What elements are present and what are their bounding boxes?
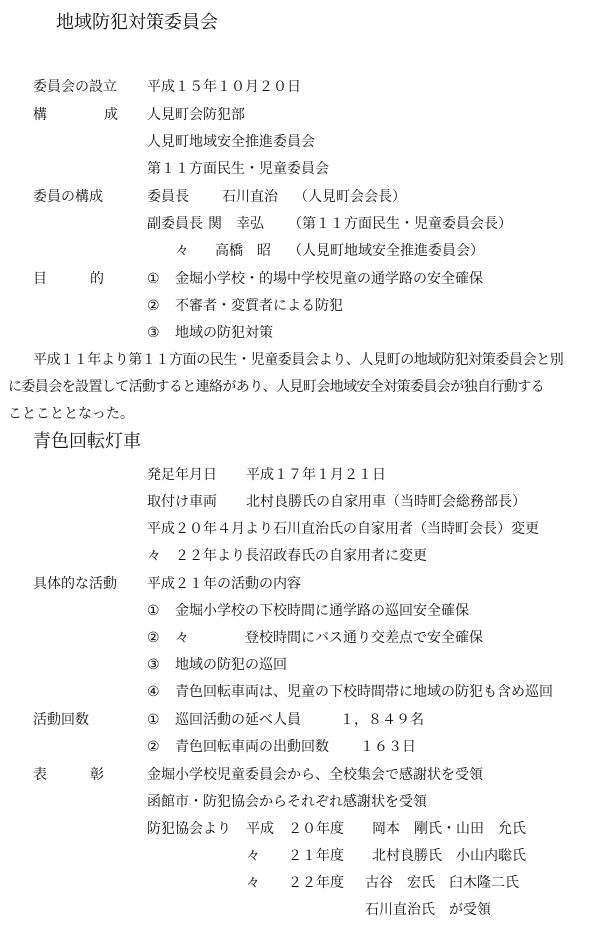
activity-text: 地域の防犯の巡回 [175, 657, 287, 673]
paragraph-line: 平成１１年より第１１方面の民生・児童委員会より、人見町の地域防犯対策委員会と別 [33, 352, 564, 368]
member-role: 委員長 [147, 189, 189, 205]
award-last: 石川直治氏 が受領 [365, 902, 491, 918]
start-value: 平成１７年１月２１日 [246, 467, 386, 483]
paragraph-line: ことこととなった。 [8, 406, 134, 422]
activity-text: 々 登校時間にバス通り交差点で安全確保 [175, 630, 483, 646]
count-label: 活動回数 [33, 712, 89, 728]
activity-number: ③ [147, 657, 160, 673]
member-affiliation: （人見町地域安全推進委員会） [288, 243, 484, 259]
award-text: 函館市・防犯協会からそれぞれ感謝状を受領 [147, 794, 427, 810]
award-text: 金堀小学校児童委員会から、全校集会で感謝状を受領 [147, 767, 483, 783]
vehicle-value: 北村良勝氏の自家用車（当時町会総務部長） [246, 494, 526, 510]
purpose-label-a: 目 [33, 271, 47, 287]
award-year: ２０年度 [288, 821, 344, 837]
count-item-value: １，８４９名 [340, 712, 424, 728]
composition-item: 第１１方面民生・児童委員会 [147, 161, 329, 177]
composition-item: 人見町会防犯部 [147, 107, 245, 123]
count-item-label: 青色回転車両の出動回数 [175, 739, 329, 755]
count-number: ① [147, 712, 160, 728]
start-label: 発足年月日 [147, 467, 217, 483]
member-role: 副委員長 [147, 216, 203, 232]
activity-heading: 平成２１年の活動の内容 [147, 576, 301, 592]
count-number: ② [147, 739, 160, 755]
activity-text: 青色回転車両は、児童の下校時間帯に地域の防犯も含め巡回 [175, 684, 553, 700]
purpose-text: 地域の防犯対策 [175, 325, 273, 341]
member-affiliation: （人見町会会長） [294, 189, 406, 205]
member-name: 関 幸弘 [208, 216, 264, 232]
member-affiliation: （第１１方面民生・児童委員会長） [288, 216, 512, 232]
award-label-a: 表 [33, 767, 47, 783]
purpose-number: ③ [147, 325, 160, 341]
activity-text: 金堀小学校の下校時間に通学路の巡回安全確保 [175, 603, 469, 619]
member-name: 高橋 昭 [215, 243, 271, 259]
count-item-label: 巡回活動の延べ人員 [175, 712, 301, 728]
activity-number: ④ [147, 684, 160, 700]
members-label: 委員の構成 [33, 189, 103, 205]
award-era: 々 [246, 848, 260, 864]
patrol-title: 青色回転灯車 [33, 431, 141, 452]
award-from: 防犯協会より [147, 821, 231, 837]
member-name: 石川直治 [222, 189, 278, 205]
established-label: 委員会の設立 [33, 79, 117, 95]
activity-label: 具体的な活動 [33, 576, 117, 592]
activity-number: ① [147, 603, 160, 619]
member-role: 々 [175, 243, 189, 259]
award-era: 平成 [246, 821, 274, 837]
activity-number: ② [147, 630, 160, 646]
established-value: 平成１５年１０月２０日 [147, 79, 301, 95]
vehicle-label: 取付け車両 [147, 494, 217, 510]
award-label-b: 彰 [90, 767, 104, 783]
composition-item: 人見町地域安全推進委員会 [147, 134, 315, 150]
vehicle-change: 平成２０年４月より石川直治氏の自家用者（当時町会長）変更 [147, 521, 539, 537]
award-year: ２１年度 [288, 848, 344, 864]
composition-label-b: 成 [104, 107, 118, 123]
vehicle-change: 々 ２２年より長沼政春氏の自家用者に変更 [147, 548, 427, 564]
award-names: 古谷 宏氏 臼木隆二氏 [365, 875, 519, 891]
award-era: 々 [246, 875, 260, 891]
purpose-label-b: 的 [90, 271, 104, 287]
purpose-text: 金堀小学校・的場中学校児童の通学路の安全確保 [175, 271, 483, 287]
purpose-text: 不審者・変質者による防犯 [175, 298, 343, 314]
paragraph-line: に委員会を設置して活動すると連絡があり、人見町会地域安全対策委員会が独自行動する [8, 379, 544, 395]
award-names: 岡本 剛氏・山田 允氏 [372, 821, 526, 837]
committee-title: 地域防犯対策委員会 [56, 12, 218, 33]
purpose-number: ② [147, 298, 160, 314]
count-item-value: １６３日 [360, 739, 416, 755]
award-names: 北村良勝氏 小山内聡氏 [372, 848, 526, 864]
purpose-number: ① [147, 271, 160, 287]
award-year: ２２年度 [288, 875, 344, 891]
composition-label-a: 構 [33, 107, 47, 123]
